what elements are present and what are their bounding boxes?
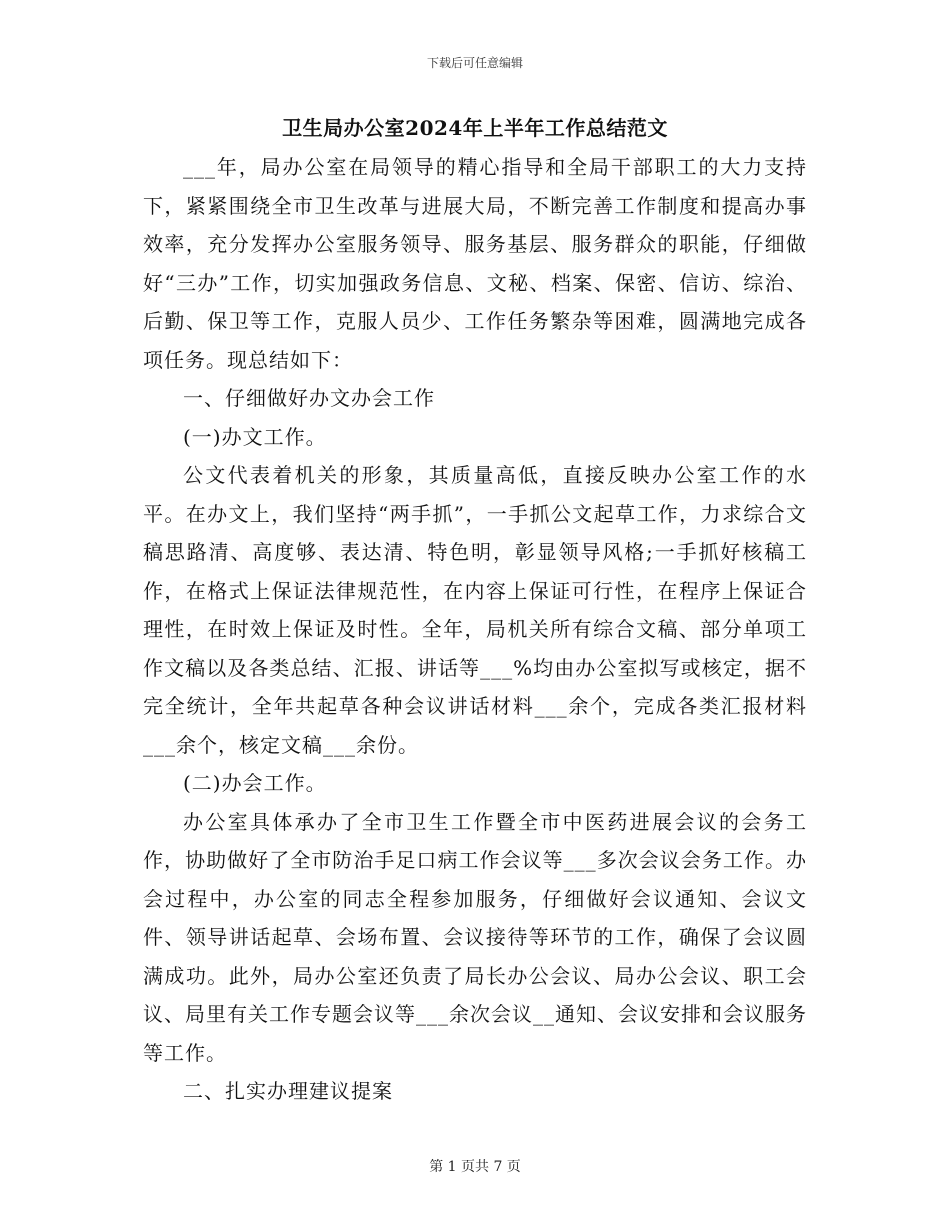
paragraph-intro: ___年，局办公室在局领导的精心指导和全局干部职工的大力支持下，紧紧围绕全市卫生改革与进展大局，不断完善工作制度和提高办事效率，充分发挥办公室服务领导、服务基层、服务群众的职能，仔细做好“三办”工作，切实加强政务信息、文秘、档案、保密、信访、综治、后勤、保卫等工作，克服人员少、工作任务繁杂等困难，圆满地完成各项任务。现总结如下：: [143, 155, 807, 372]
header-note: 下载后可任意编辑: [426, 56, 523, 70]
document-body: [143, 148, 807, 1111]
document-title: 卫生局办公室2024年上半年工作总结范文: [282, 116, 668, 140]
page-footer: 第 1 页共 7 页: [429, 1159, 521, 1175]
subsection-heading-1: (一)办文工作。: [183, 424, 327, 449]
section-heading-2: 二、扎实办理建议提案: [183, 1079, 393, 1103]
section-heading-1: 一、仔细做好办文办会工作: [183, 386, 435, 410]
paragraph-document-work: 公文代表着机关的形象，其质量高低，直接反映办公室工作的水平。在办文上，我们坚持“两手抓”，一手抓公文起草工作，力求综合文稿思路清、高度够、表达清、特色明，彰显领导风格;一手抓好核稿工作，在格式上保证法律规范性，在内容上保证可行性，在程序上保证合理性，在时效上保证及时性。全年，局机关所有综合文稿、部分单项工作文稿以及各类总结、汇报、讲话等___%均由办公室拟写或核定，据不完全统计，全年共起草各种会议讲话材料___余个，完成各类汇报材料___余个，核定文稿___余份。: [143, 463, 807, 757]
subsection-heading-2: (二)办会工作。: [183, 771, 327, 795]
paragraph-meeting-work: 办公室具体承办了全市卫生工作暨全市中医药进展会议的会务工作，协助做好了全市防治手足口病工作会议等___多次会议会务工作。办会过程中，办公室的同志全程参加服务，仔细做好会议通知、会议文件、领导讲话起草、会场布置、会议接待等环节的工作，确保了会议圆满成功。此外，局办公室还负责了局长办公会议、局办公会议、职工会议、局里有关工作专题会议等___余次会议__通知、会议安排和会议服务等工作。: [143, 809, 807, 1065]
